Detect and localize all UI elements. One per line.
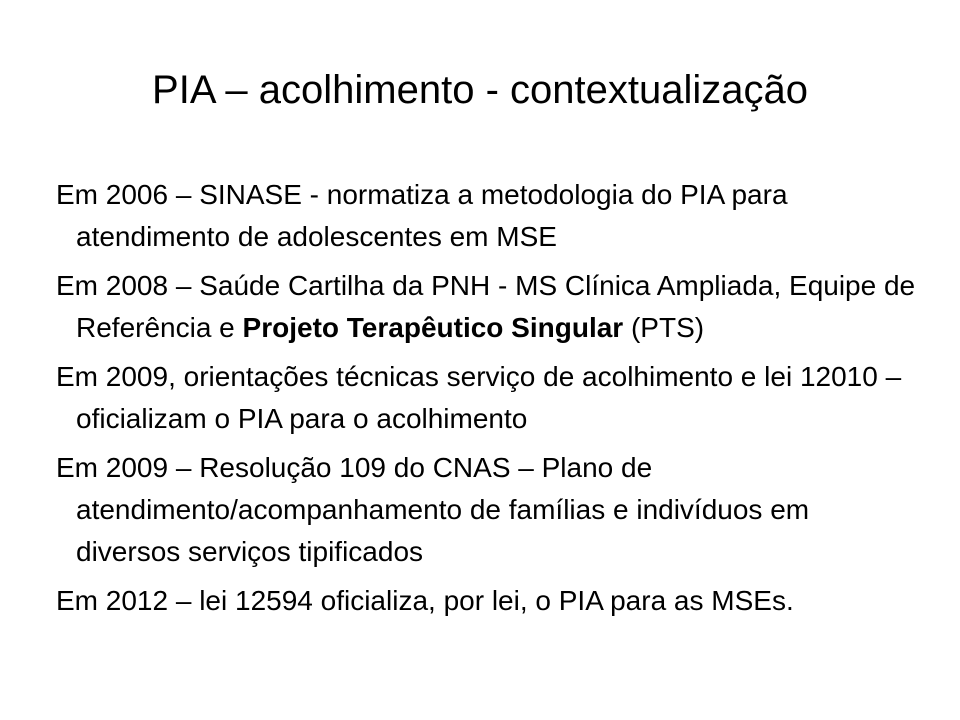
paragraph-2008-text-before: Em 2008 – Saúde Cartilha da PNH - MS Clínica Ampliada, Equipe de Referência e: [56, 270, 916, 343]
paragraph-2012-lei: Em 2012 – lei 12594 oficializa, por lei, o PIA para as MSEs.: [56, 585, 794, 616]
paragraph-2008-text-after: (PTS): [623, 312, 705, 343]
paragraph-2009-orientacoes: Em 2009, orientações técnicas serviço de acolhimento e lei 12010 – oficializam o PIA para o acolhimento: [56, 361, 902, 434]
paragraph-2008-bold-pts: Projeto Terapêutico Singular: [242, 312, 624, 343]
paragraph-2009-resolucao-cnas: Em 2009 – Resolução 109 do CNAS – Plano de atendimento/acompanhamento de famílias e indivíduos em diversos serviços tipificados: [56, 452, 810, 567]
slide-title: PIA – acolhimento - contextualização: [152, 68, 808, 112]
slide-content-list: [56, 174, 916, 629]
paragraph-2006-sinase: Em 2006 – SINASE - normatiza a metodologia do PIA para atendimento de adolescentes em MSE: [56, 179, 788, 252]
paragraph-2008-saude-pnh: [56, 265, 916, 349]
